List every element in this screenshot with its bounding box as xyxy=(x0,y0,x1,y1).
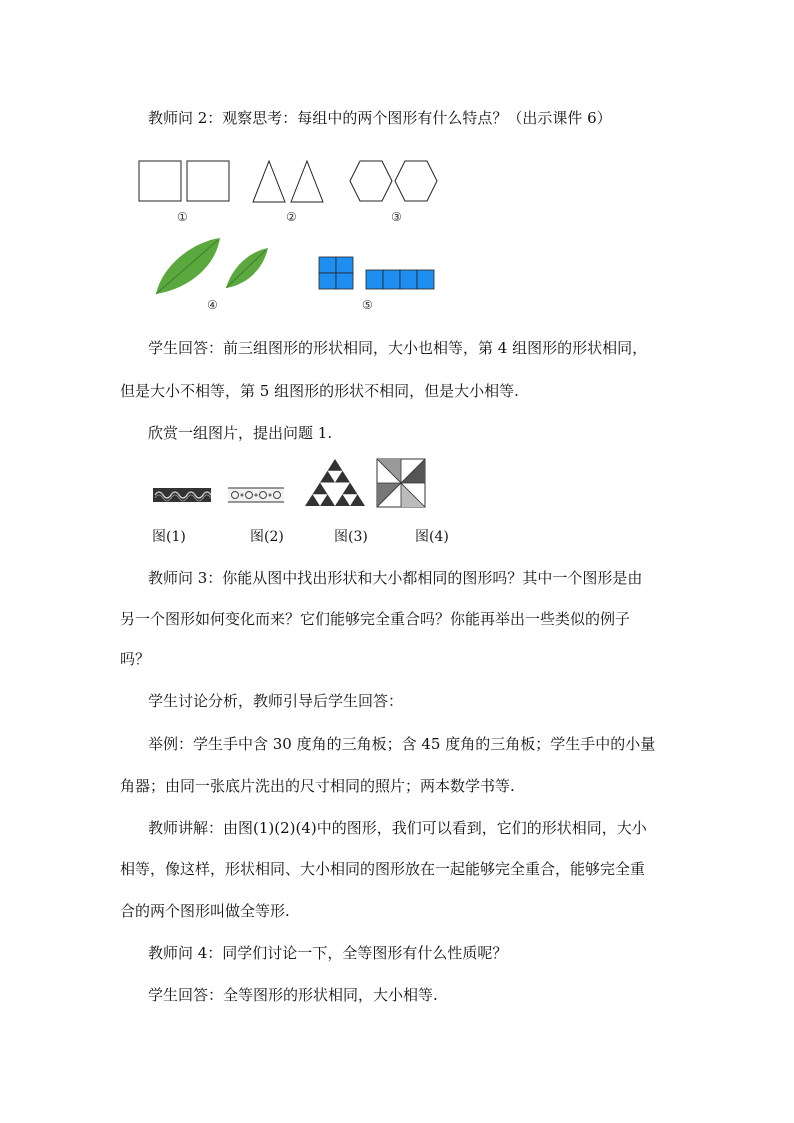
picture-1-pattern xyxy=(153,486,213,506)
group-2-label: ② xyxy=(286,210,297,224)
example-line-1: 举例：学生手中含 30 度角的三角板；含 45 度角的三角板；学生手中的小量 xyxy=(148,735,656,753)
explanation-line-1: 教师讲解：由图(1)(2)(4)中的图形，我们可以看到，它们的形状相同，大小 xyxy=(148,819,647,837)
group-4-leaves xyxy=(152,236,272,298)
question-3-line-3: 吗？ xyxy=(120,650,151,668)
picture-4-label: 图(4) xyxy=(415,529,449,545)
group-2-triangles xyxy=(252,160,328,204)
question-3-line-2: 另一个图形如何变化而来？它们能够完全重合吗？你能再举出一些类似的例子 xyxy=(120,610,631,628)
discussion-line: 学生讨论分析，教师引导后学生回答： xyxy=(148,692,404,710)
question-2: 教师问 2：观察思考：每组中的两个图形有什么特点？（出示课件 6） xyxy=(148,109,612,127)
question-3-line-1: 教师问 3：你能从图中找出形状和大小都相同的图形吗？其中一个图形是由 xyxy=(148,569,643,587)
explanation-line-2: 相等，像这样，形状相同、大小相同的图形放在一起能够完全重合，能够完全重 xyxy=(120,860,646,878)
group-4-label: ④ xyxy=(207,298,218,312)
picture-1-label: 图(1) xyxy=(152,529,186,545)
picture-2-floral xyxy=(228,486,286,506)
group-5-label: ⑤ xyxy=(362,298,373,312)
group-5-blocks xyxy=(318,256,440,292)
picture-2-label: 图(2) xyxy=(250,529,284,545)
question-4: 教师问 4：同学们讨论一下，全等图形有什么性质呢？ xyxy=(148,944,508,962)
answer-4: 学生回答：全等图形的形状相同，大小相等. xyxy=(148,986,438,1004)
group-1-label: ① xyxy=(177,210,188,224)
picture-3-triangles xyxy=(304,458,366,508)
answer-1-line-1: 学生回答：前三组图形的形状相同，大小也相等，第 4 组图形的形状相同， xyxy=(148,339,648,357)
group-3-hexagons xyxy=(348,160,440,204)
answer-1-line-2: 但是大小不相等，第 5 组图形的形状不相同，但是大小相等. xyxy=(120,382,519,400)
group-1-squares xyxy=(138,160,232,204)
group-3-label: ③ xyxy=(391,210,402,224)
example-line-2: 角器；由同一张底片洗出的尺寸相同的照片；两本数学书等. xyxy=(120,777,515,795)
picture-4-pinwheel xyxy=(376,458,428,508)
appreciate-line: 欣赏一组图片，提出问题 1. xyxy=(148,424,333,442)
explanation-line-3: 合的两个图形叫做全等形. xyxy=(120,902,290,920)
picture-3-label: 图(3) xyxy=(334,529,368,545)
